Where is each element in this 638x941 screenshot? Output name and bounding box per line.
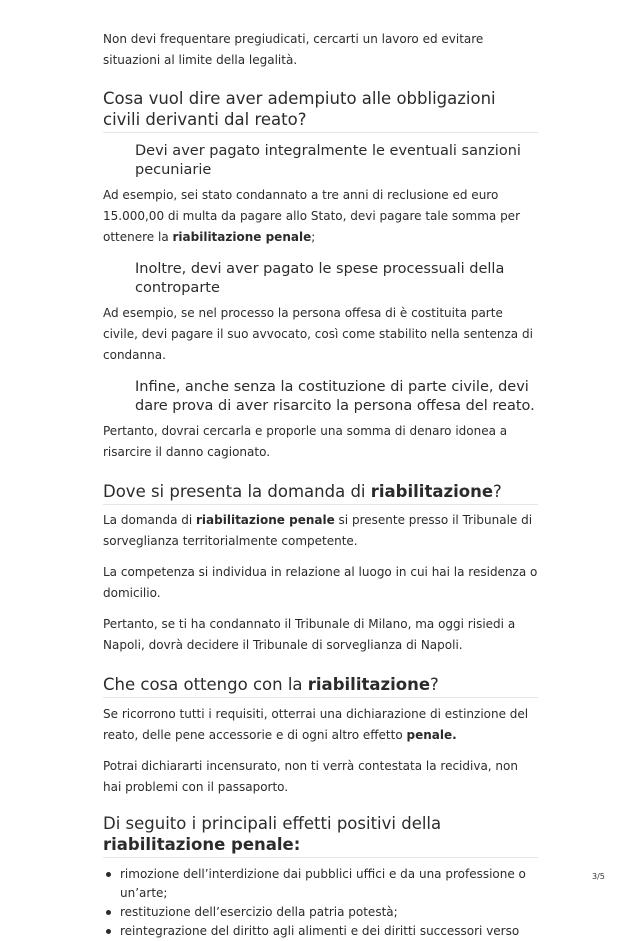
section-heading-effetti: [103, 813, 538, 858]
subheading-risarcimento: Infine, anche senza la costituzione di parte civile, devi dare prova di aver risarcito la persona offesa del reato.: [135, 379, 535, 414]
paragraph-domanda: [103, 510, 538, 552]
section-heading-domanda: [103, 481, 538, 505]
paragraph-esempio-parte-civile: Ad esempio, se nel processo la persona offesa di è costituita parte civile, devi pagare il suo avvocato, così come stabilito nella sentenza di condanna.: [103, 306, 533, 362]
section-heading-obbligazioni: Cosa vuol dire aver adempiuto alle obbligazioni civili derivanti dal reato?: [103, 88, 538, 133]
heading-text: Dove si presenta la domanda di: [103, 482, 371, 501]
paragraph-esempio-tribunale: Pertanto, se ti ha condannato il Tribunale di Milano, ma oggi risiedi a Napoli, dovrà decidere il Tribunale di sorveglianza di Napoli.: [103, 617, 516, 652]
paragraph-end: si presente presso il Tribunale di sorveglianza territorialmente competente.: [103, 513, 533, 548]
list-item: rimozione dell’interdizione dai pubblici uffici e da una professione o un’arte;: [103, 865, 538, 903]
heading-bold: riabilitazione penale:: [103, 835, 301, 854]
heading-text: Che cosa ottengo con la: [103, 675, 308, 694]
paragraph-dichiarazione: [103, 704, 538, 746]
heading-bold: riabilitazione: [370, 482, 494, 501]
heading-bold: riabilitazione: [307, 675, 431, 694]
subheading-spese-processuali: Inoltre, devi aver pagato le spese processuali della controparte: [135, 261, 505, 296]
subheading-sanzioni: Devi aver pagato integralmente le eventuali sanzioni pecuniarie: [135, 143, 521, 178]
paragraph-esempio-multa: [103, 185, 538, 248]
paragraph-text: Se ricorrono tutti i requisiti, otterrai una dichiarazione di estinzione del reato, delle pene accessorie e di ogni altro effetto: [103, 707, 529, 742]
list-item: reintegrazione del diritto agli alimenti e dei diritti successori verso: [103, 922, 538, 941]
heading-text: Di seguito i principali effetti positivi della: [103, 814, 442, 833]
paragraph-text: Ad esempio, sei stato condannato a tre anni di reclusione ed euro 15.000,00 di multa da pagare allo Stato, devi pagare tale somma per ottenere la: [103, 188, 520, 244]
document-page: [103, 0, 538, 941]
section-heading-cosa-ottengo: [103, 674, 538, 698]
heading-end: ?: [493, 482, 502, 501]
bold-term: penale.: [406, 728, 457, 742]
paragraph-risarcire: Pertanto, dovrai cercarla e proporle una somma di denaro idonea a risarcire il danno cagionato.: [103, 424, 508, 459]
paragraph-text: La domanda di: [103, 513, 197, 527]
paragraph-end: ;: [311, 230, 316, 244]
effects-list: [103, 865, 538, 941]
heading-end: ?: [430, 675, 439, 694]
bold-term: riabilitazione penale: [196, 513, 335, 527]
list-item: restituzione dell’esercizio della patria potestà;: [103, 903, 538, 922]
paragraph-competenza: La competenza si individua in relazione al luogo in cui hai la residenza o domicilio.: [103, 565, 538, 600]
bold-term: riabilitazione penale: [172, 230, 312, 244]
paragraph-incensurato: Potrai dichiararti incensurato, non ti verrà contestata la recidiva, non hai problemi con il passaporto.: [103, 759, 518, 794]
intro-paragraph: Non devi frequentare pregiudicati, cercarti un lavoro ed evitare situazioni al limite della legalità.: [103, 32, 484, 67]
page-number: 3/5: [592, 872, 605, 881]
